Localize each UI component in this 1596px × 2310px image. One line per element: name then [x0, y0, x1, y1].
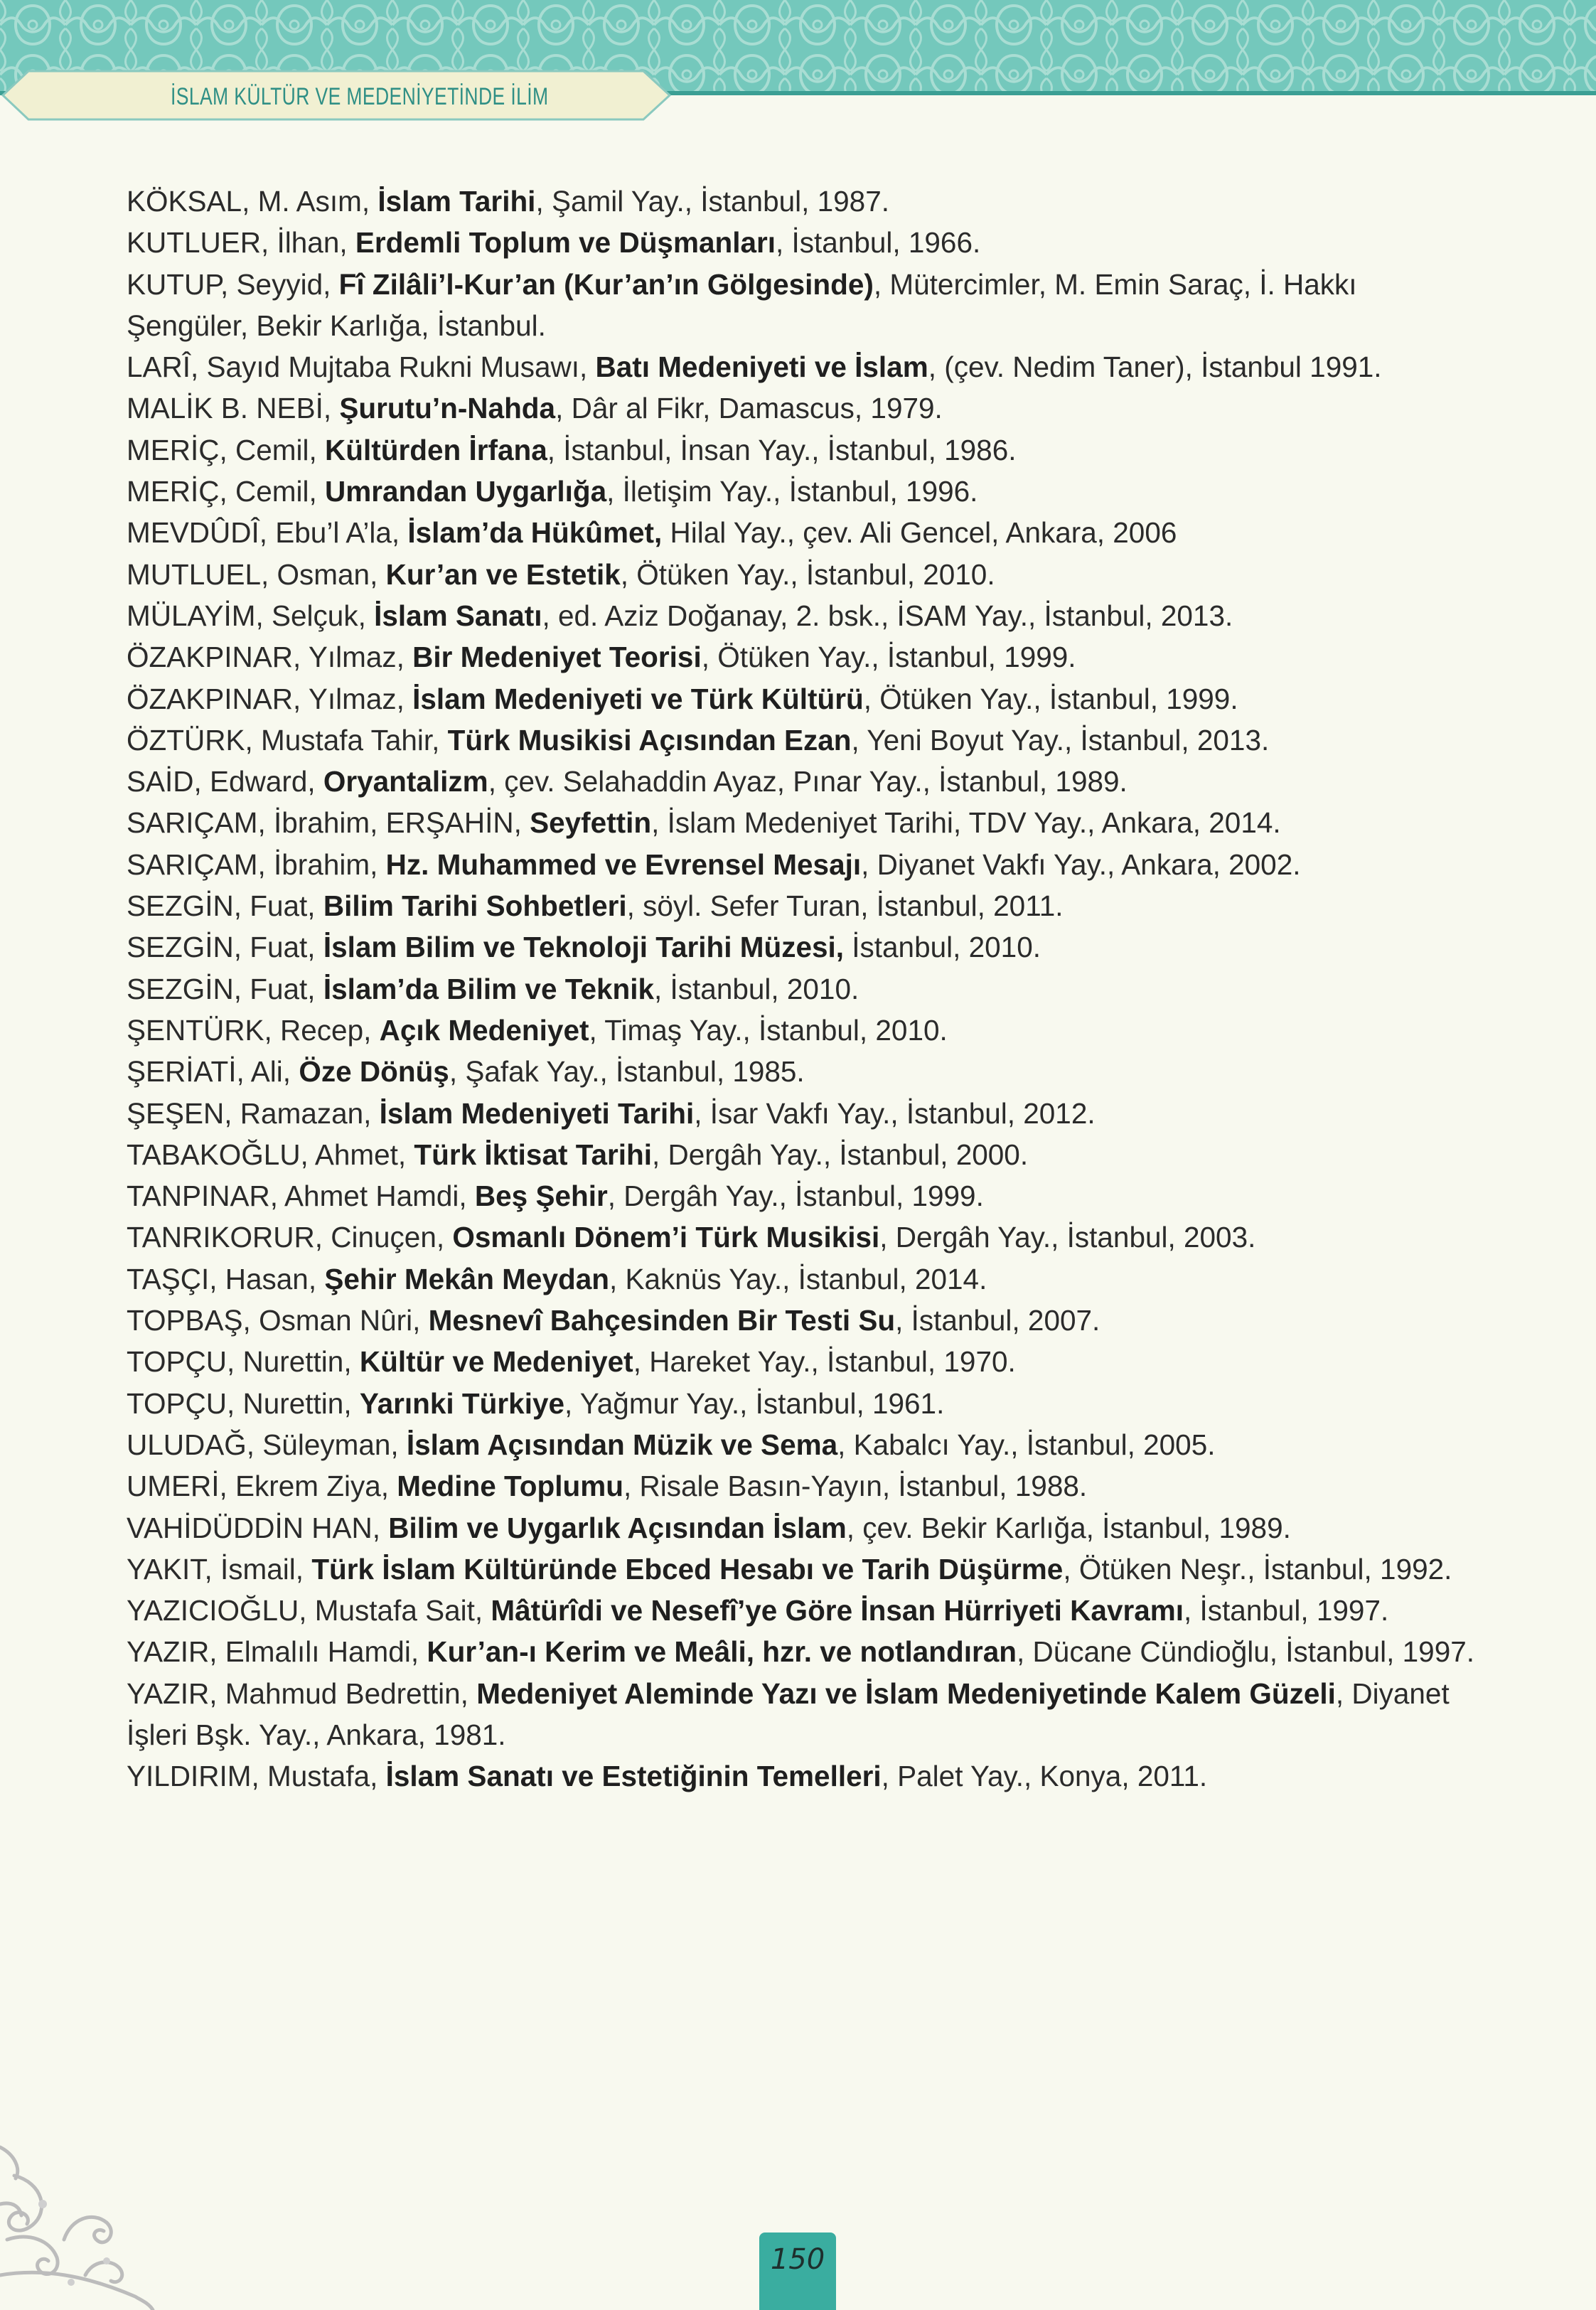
reference-entry [127, 264, 1477, 347]
reference-title: Türk İslam Kültüründe Ebced Hesabı ve Tarih Düşürme [311, 1552, 1064, 1586]
reference-entry [127, 1217, 1477, 1258]
reference-title: Kültür ve Medeniyet [359, 1345, 633, 1379]
reference-details: , İstanbul, 2010. [654, 972, 859, 1005]
reference-entry [127, 181, 1477, 222]
floral-ornament-icon [0, 2133, 164, 2310]
reference-title: Açık Medeniyet [379, 1013, 589, 1047]
reference-title: İslam Tarihi [377, 185, 536, 218]
reference-entry [127, 1424, 1477, 1465]
reference-title: Öze Dönüş [299, 1055, 449, 1089]
reference-author: MUTLUEL, Osman, [127, 557, 386, 591]
reference-entry [127, 1134, 1477, 1175]
reference-entry [127, 1755, 1477, 1797]
reference-author: ÖZAKPINAR, Yılmaz, [127, 641, 413, 674]
reference-entry [127, 1175, 1477, 1217]
bibliography-list [127, 181, 1477, 1797]
reference-details: , Risale Basın-Yayın, İstanbul, 1988. [623, 1470, 1088, 1503]
reference-author: TOPÇU, Nurettin, [127, 1386, 360, 1420]
reference-entry [127, 1465, 1477, 1507]
reference-details: , İstanbul, 2007. [895, 1304, 1100, 1337]
reference-author: UMERİ, Ekrem Ziya, [127, 1470, 397, 1503]
reference-entry [127, 720, 1477, 761]
reference-details: , çev. Bekir Karlığa, İstanbul, 1989. [846, 1511, 1291, 1544]
reference-author: TABAKOĞLU, Ahmet, [127, 1138, 414, 1171]
reference-entry [127, 968, 1477, 1010]
reference-entry [127, 1673, 1477, 1756]
reference-title: İslam Açısından Müzik ve Sema [406, 1428, 838, 1461]
reference-entry [127, 1010, 1477, 1051]
reference-details: , Yeni Boyut Yay., İstanbul, 2013. [851, 723, 1270, 756]
reference-details: , Kabalcı Yay., İstanbul, 2005. [837, 1428, 1216, 1461]
reference-author: YAZIR, Mahmud Bedrettin, [127, 1677, 477, 1710]
page-number: 150 [770, 2243, 825, 2276]
reference-author: SARIÇAM, İbrahim, ERŞAHİN, [127, 806, 530, 840]
reference-title: Osmanlı Dönem’i Türk Musikisi [452, 1221, 880, 1254]
reference-entry [127, 1051, 1477, 1092]
reference-entry [127, 222, 1477, 263]
reference-author: SEZGİN, Fuat, [127, 972, 323, 1005]
reference-details: , Ötüken Yay., İstanbul, 1999. [863, 682, 1238, 715]
reference-entry [127, 1549, 1477, 1590]
reference-entry [127, 761, 1477, 802]
reference-details: , Diyanet Vakfı Yay., Ankara, 2002. [861, 847, 1301, 881]
reference-entry [127, 387, 1477, 429]
reference-title: İslam Sanatı ve Estetiğinin Temelleri [385, 1760, 882, 1793]
reference-author: YILDIRIM, Mustafa, [127, 1760, 386, 1793]
reference-details: , İletişim Yay., İstanbul, 1996. [606, 475, 978, 508]
reference-title: Mâtürîdi ve Nesefî’ye Göre İnsan Hürriyeti Kavramı [491, 1594, 1184, 1627]
reference-entry [127, 346, 1477, 387]
reference-title: Medeniyet Aleminde Yazı ve İslam Medeniyetinde Kalem Güzeli [476, 1677, 1336, 1710]
reference-author: SAİD, Edward, [127, 765, 323, 798]
reference-title: İslam’da Hükûmet, [407, 516, 663, 550]
reference-entry [127, 926, 1477, 968]
reference-author: MERİÇ, Cemil, [127, 475, 326, 508]
reference-author: ÖZTÜRK, Mustafa Tahir, [127, 723, 448, 756]
reference-author: ULUDAĞ, Süleyman, [127, 1428, 407, 1461]
reference-details: , Dergâh Yay., İstanbul, 1999. [607, 1180, 984, 1213]
reference-author: MEVDÛDÎ, Ebu’l A’la, [127, 516, 408, 550]
reference-author: MÜLAYİM, Selçuk, [127, 599, 375, 632]
reference-author: TOPÇU, Nurettin, [127, 1345, 360, 1379]
running-head-title: İSLAM KÜLTÜR VE MEDENİYETİNDE İLİM [171, 83, 549, 110]
reference-entry [127, 1507, 1477, 1549]
reference-details: , Şafak Yay., İstanbul, 1985. [449, 1055, 805, 1089]
reference-title: Erdemli Toplum ve Düşmanları [355, 226, 776, 260]
reference-details: , Kaknüs Yay., İstanbul, 2014. [609, 1262, 987, 1295]
reference-details: , İstanbul, 1966. [776, 226, 981, 260]
reference-details: , Palet Yay., Konya, 2011. [881, 1760, 1208, 1793]
reference-author: SEZGİN, Fuat, [127, 931, 323, 964]
reference-title: Şurutu’n-Nahda [339, 392, 556, 425]
reference-details: , Ötüken Neşr., İstanbul, 1992. [1063, 1552, 1452, 1586]
reference-title: İslam Sanatı [374, 599, 542, 632]
reference-details: , Ötüken Yay., İstanbul, 1999. [701, 641, 1076, 674]
reference-details: , Diyanet İşleri Bşk. Yay., Ankara, 1981. [127, 1677, 1450, 1751]
reference-title: Bir Medeniyet Teorisi [412, 641, 702, 674]
reference-title: Fî Zilâli’l-Kur’an (Kur’an’ın Gölgesinde) [338, 267, 874, 301]
reference-title: İslam Medeniyeti Tarihi [379, 1096, 695, 1130]
reference-details: Hilal Yay., çev. Ali Gencel, Ankara, 2006 [662, 516, 1177, 550]
reference-title: Batı Medeniyeti ve İslam [595, 351, 928, 384]
reference-details: , Dücane Cündioğlu, İstanbul, 1997. [1017, 1635, 1474, 1669]
reference-details: , Şamil Yay., İstanbul, 1987. [535, 185, 889, 218]
reference-title: Oryantalizm [323, 765, 488, 798]
reference-details: , İstanbul, İnsan Yay., İstanbul, 1986. [547, 433, 1017, 466]
reference-author: SEZGİN, Fuat, [127, 889, 323, 923]
reference-title: Kur’an-ı Kerim ve Meâli, hzr. ve notlandıran [427, 1635, 1017, 1669]
reference-author: TANRIKORUR, Cinuçen, [127, 1221, 453, 1254]
reference-title: Mesnevî Bahçesinden Bir Testi Su [428, 1304, 896, 1337]
reference-entry [127, 844, 1477, 885]
reference-author: SARIÇAM, İbrahim, [127, 847, 386, 881]
reference-author: KÖKSAL, M. Asım, [127, 185, 378, 218]
reference-entry [127, 512, 1477, 553]
reference-author: ÖZAKPINAR, Yılmaz, [127, 682, 413, 715]
reference-details: İstanbul, 2010. [844, 931, 1041, 964]
reference-entry [127, 1383, 1477, 1424]
reference-author: ŞEŞEN, Ramazan, [127, 1096, 380, 1130]
reference-details: , ed. Aziz Doğanay, 2. bsk., İSAM Yay., İstanbul, 2013. [542, 599, 1233, 632]
reference-entry [127, 429, 1477, 471]
reference-author: YAKIT, İsmail, [127, 1552, 312, 1586]
reference-title: Medine Toplumu [397, 1470, 624, 1503]
reference-details: , Mütercimler, M. Emin Saraç, İ. Hakkı Şengüler, Bekir Karlığa, İstanbul. [127, 267, 1357, 342]
reference-entry [127, 678, 1477, 720]
reference-title: Kur’an ve Estetik [385, 557, 621, 591]
reference-author: MALİK B. NEBİ, [127, 392, 340, 425]
reference-entry [127, 1258, 1477, 1300]
reference-title: İslam’da Bilim ve Teknik [323, 972, 655, 1005]
reference-details: , Yağmur Yay., İstanbul, 1961. [564, 1386, 945, 1420]
reference-author: YAZICIOĞLU, Mustafa Sait, [127, 1594, 491, 1627]
reference-author: KUTLUER, İlhan, [127, 226, 355, 260]
reference-details: , Hareket Yay., İstanbul, 1970. [633, 1345, 1016, 1379]
reference-entry [127, 595, 1477, 636]
reference-details: , Dergâh Yay., İstanbul, 2000. [651, 1138, 1029, 1171]
reference-entry [127, 636, 1477, 678]
reference-details: , Ötüken Yay., İstanbul, 2010. [620, 557, 995, 591]
reference-details: , Dâr al Fikr, Damascus, 1979. [555, 392, 943, 425]
reference-details: , İstanbul, 1997. [1184, 1594, 1389, 1627]
reference-author: KUTUP, Seyyid, [127, 267, 339, 301]
reference-title: Şehir Mekân Meydan [324, 1262, 609, 1295]
reference-title: Beş Şehir [474, 1180, 608, 1213]
reference-author: TANPINAR, Ahmet Hamdi, [127, 1180, 475, 1213]
reference-details: , İslam Medeniyet Tarihi, TDV Yay., Ankara, 2014. [651, 806, 1281, 840]
reference-author: TAŞÇI, Hasan, [127, 1262, 325, 1295]
reference-author: ŞENTÜRK, Recep, [127, 1013, 380, 1047]
reference-author: YAZIR, Elmalılı Hamdi, [127, 1635, 427, 1669]
reference-author: LARÎ, Sayıd Mujtaba Rukni Musawı, [127, 351, 596, 384]
reference-title: Hz. Muhammed ve Evrensel Mesajı [385, 847, 862, 881]
reference-details: , İsar Vakfı Yay., İstanbul, 2012. [694, 1096, 1096, 1130]
reference-author: TOPBAŞ, Osman Nûri, [127, 1304, 429, 1337]
reference-title: İslam Medeniyeti ve Türk Kültürü [412, 682, 864, 715]
reference-entry [127, 471, 1477, 512]
reference-details: , çev. Selahaddin Ayaz, Pınar Yay., İstanbul, 1989. [488, 765, 1128, 798]
reference-title: Seyfettin [530, 806, 652, 840]
reference-title: Umrandan Uygarlığa [325, 475, 607, 508]
reference-entry [127, 554, 1477, 595]
reference-entry [127, 1631, 1477, 1672]
reference-details: , (çev. Nedim Taner), İstanbul 1991. [928, 351, 1382, 384]
reference-entry [127, 885, 1477, 926]
reference-entry [127, 1341, 1477, 1382]
reference-details: , Timaş Yay., İstanbul, 2010. [589, 1013, 948, 1047]
reference-entry [127, 1093, 1477, 1134]
reference-entry [127, 1590, 1477, 1631]
reference-entry [127, 802, 1477, 843]
reference-details: , söyl. Sefer Turan, İstanbul, 2011. [626, 889, 1064, 923]
reference-title: Yarınki Türkiye [359, 1386, 564, 1420]
reference-title: Kültürden İrfana [325, 433, 547, 466]
reference-entry [127, 1300, 1477, 1341]
reference-author: ŞERİATİ, Ali, [127, 1055, 299, 1089]
reference-title: İslam Bilim ve Teknoloji Tarihi Müzesi, [323, 931, 845, 964]
reference-details: , Dergâh Yay., İstanbul, 2003. [879, 1221, 1256, 1254]
reference-author: VAHİDÜDDİN HAN, [127, 1511, 389, 1544]
reference-author: MERİÇ, Cemil, [127, 433, 326, 466]
reference-title: Türk İktisat Tarihi [414, 1138, 652, 1171]
reference-title: Bilim ve Uygarlık Açısından İslam [388, 1511, 847, 1544]
reference-title: Türk Musikisi Açısından Ezan [447, 723, 852, 756]
reference-title: Bilim Tarihi Sohbetleri [323, 889, 627, 923]
